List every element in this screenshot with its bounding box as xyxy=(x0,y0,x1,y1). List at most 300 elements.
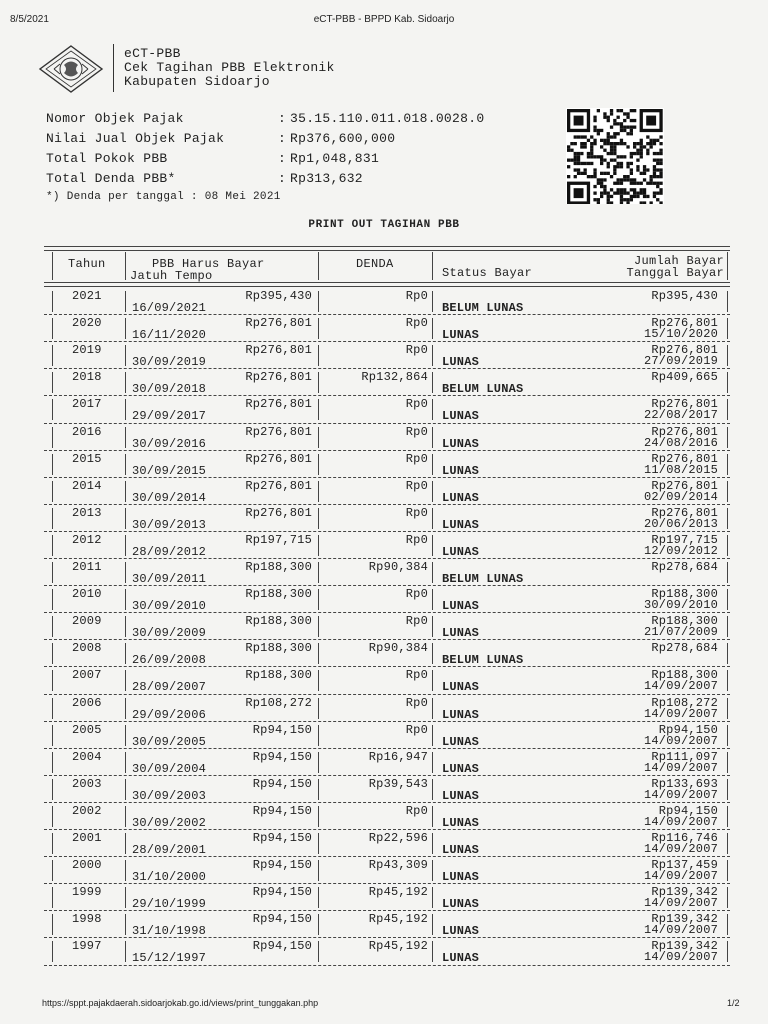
cell-tanggal-bayar: 14/09/2007 xyxy=(643,733,718,748)
cell-denda: Rp43,309 xyxy=(368,858,428,873)
cell-tahun: 2021 xyxy=(72,289,102,303)
column-divider xyxy=(432,860,433,881)
brand-divider xyxy=(113,44,114,92)
cell-jatuh-tempo: 30/09/2002 xyxy=(132,815,207,830)
column-divider xyxy=(125,887,126,908)
cell-tahun: 2018 xyxy=(72,370,102,385)
cell-pbb-harus-bayar: Rp276,801 xyxy=(245,397,312,412)
column-divider xyxy=(318,860,319,881)
column-divider xyxy=(318,806,319,827)
total-denda-value: Rp313,632 xyxy=(290,171,363,186)
cell-denda: Rp45,192 xyxy=(368,885,428,900)
column-divider xyxy=(125,589,126,610)
column-divider xyxy=(727,345,728,366)
cell-status-bayar: LUNAS xyxy=(442,355,480,370)
cell-jumlah-bayar: Rp188,300 xyxy=(651,614,718,629)
cell-tahun: 2010 xyxy=(72,587,102,602)
column-divider xyxy=(318,345,319,366)
cell-status-bayar: BELUM LUNAS xyxy=(442,653,524,668)
column-divider xyxy=(727,833,728,854)
cell-jumlah-bayar: Rp278,684 xyxy=(651,560,718,574)
print-date: 8/5/2021 xyxy=(10,14,49,25)
column-divider xyxy=(125,372,126,393)
column-divider xyxy=(727,941,728,962)
cell-pbb-harus-bayar: Rp94,150 xyxy=(252,831,312,845)
column-divider xyxy=(52,589,53,610)
cell-denda: Rp45,192 xyxy=(368,939,428,954)
column-divider xyxy=(432,427,433,448)
cell-denda: Rp0 xyxy=(405,614,428,629)
column-divider xyxy=(727,887,728,908)
column-divider xyxy=(432,535,433,556)
column-divider xyxy=(52,291,53,312)
column-divider xyxy=(727,725,728,746)
cell-denda: Rp90,384 xyxy=(368,560,428,574)
column-divider xyxy=(125,616,126,637)
cell-jatuh-tempo: 30/09/2010 xyxy=(132,599,207,614)
cell-jumlah-bayar: Rp94,150 xyxy=(658,803,718,818)
column-divider xyxy=(727,291,728,312)
column-divider xyxy=(125,345,126,366)
header-jatuh-tempo: Jatuh Tempo xyxy=(130,269,213,283)
column-divider xyxy=(125,833,126,854)
cell-jatuh-tempo: 28/09/2012 xyxy=(132,544,207,559)
cell-jumlah-bayar: Rp276,801 xyxy=(651,316,718,331)
column-divider xyxy=(125,670,126,691)
cell-denda: Rp0 xyxy=(405,424,428,439)
cell-jatuh-tempo: 31/10/2000 xyxy=(132,870,207,885)
column-divider xyxy=(318,752,319,773)
cell-tahun: 2015 xyxy=(72,451,102,466)
column-divider xyxy=(432,318,433,339)
column-divider xyxy=(52,508,53,529)
cell-jatuh-tempo: 30/09/2018 xyxy=(132,382,207,397)
cell-jumlah-bayar: Rp188,300 xyxy=(651,587,718,602)
cell-denda: Rp0 xyxy=(405,587,428,602)
cell-tahun: 1998 xyxy=(72,912,102,927)
cell-denda: Rp0 xyxy=(405,397,428,412)
column-divider xyxy=(432,291,433,312)
column-divider xyxy=(318,914,319,935)
nop-value: 35.15.110.011.018.0028.0 xyxy=(290,111,485,126)
cell-denda: Rp0 xyxy=(405,343,428,358)
column-divider xyxy=(125,454,126,475)
column-divider xyxy=(727,372,728,393)
cell-denda: Rp0 xyxy=(405,803,428,818)
column-divider xyxy=(727,616,728,637)
column-divider xyxy=(318,372,319,393)
column-divider xyxy=(727,318,728,339)
cell-tahun: 2006 xyxy=(72,695,102,710)
column-divider xyxy=(52,643,53,664)
total-pokok-value: Rp1,048,831 xyxy=(290,151,380,166)
column-divider xyxy=(318,318,319,339)
cell-status-bayar: LUNAS xyxy=(442,463,480,478)
column-divider xyxy=(125,399,126,420)
column-divider xyxy=(727,427,728,448)
cell-jatuh-tempo: 30/09/2003 xyxy=(132,788,207,803)
column-divider xyxy=(318,833,319,854)
cell-status-bayar: LUNAS xyxy=(442,490,480,505)
column-divider xyxy=(318,454,319,475)
column-divider xyxy=(125,291,126,312)
column-divider xyxy=(125,752,126,773)
cell-status-bayar: LUNAS xyxy=(442,924,480,939)
cell-tanggal-bayar: 22/08/2017 xyxy=(643,408,718,423)
column-divider xyxy=(125,252,126,280)
cell-tanggal-bayar: 14/09/2007 xyxy=(643,760,718,775)
total-pokok-colon: : xyxy=(278,151,286,166)
column-divider xyxy=(727,535,728,556)
column-divider xyxy=(727,698,728,719)
cell-status-bayar: BELUM LUNAS xyxy=(442,382,524,397)
column-divider xyxy=(125,481,126,502)
cell-tahun: 1999 xyxy=(72,885,102,900)
cell-jatuh-tempo: 26/09/2008 xyxy=(132,653,207,668)
cell-jumlah-bayar: Rp188,300 xyxy=(651,668,718,683)
column-divider xyxy=(318,252,319,280)
column-divider xyxy=(432,372,433,393)
cell-pbb-harus-bayar: Rp188,300 xyxy=(245,560,312,574)
column-divider xyxy=(52,345,53,366)
cell-tanggal-bayar: 14/09/2007 xyxy=(643,706,718,721)
column-divider xyxy=(52,698,53,719)
cell-denda: Rp45,192 xyxy=(368,912,428,927)
column-divider xyxy=(432,345,433,366)
cell-tanggal-bayar: 12/09/2012 xyxy=(643,543,718,558)
table-top-rule xyxy=(44,246,730,251)
cell-tahun: 2020 xyxy=(72,316,102,331)
cell-tahun: 2005 xyxy=(72,722,102,737)
cell-tahun: 2013 xyxy=(72,505,102,520)
column-divider xyxy=(125,860,126,881)
cell-jatuh-tempo: 16/11/2020 xyxy=(132,328,207,343)
cell-status-bayar: LUNAS xyxy=(442,734,480,749)
column-divider xyxy=(318,589,319,610)
qr-code-icon xyxy=(566,108,664,204)
column-divider xyxy=(318,698,319,719)
column-divider xyxy=(727,860,728,881)
header-tanggal-bayar: Tanggal Bayar xyxy=(626,266,724,280)
column-divider xyxy=(727,508,728,529)
column-divider xyxy=(52,616,53,637)
cell-pbb-harus-bayar: Rp94,150 xyxy=(252,749,312,764)
column-divider xyxy=(52,806,53,827)
cell-tahun: 2017 xyxy=(72,397,102,412)
column-divider xyxy=(318,427,319,448)
column-divider xyxy=(52,941,53,962)
cell-pbb-harus-bayar: Rp188,300 xyxy=(245,587,312,602)
column-divider xyxy=(125,562,126,583)
cell-jatuh-tempo: 30/09/2019 xyxy=(132,355,207,370)
cell-pbb-harus-bayar: Rp276,801 xyxy=(245,451,312,466)
column-divider xyxy=(727,914,728,935)
column-divider xyxy=(52,318,53,339)
cell-jumlah-bayar: Rp395,430 xyxy=(651,289,718,303)
cell-pbb-harus-bayar: Rp188,300 xyxy=(245,614,312,629)
column-divider xyxy=(52,481,53,502)
column-divider xyxy=(432,752,433,773)
cell-pbb-harus-bayar: Rp276,801 xyxy=(245,370,312,385)
column-divider xyxy=(52,427,53,448)
cell-pbb-harus-bayar: Rp188,300 xyxy=(245,668,312,683)
cell-pbb-harus-bayar: Rp197,715 xyxy=(245,532,312,547)
cell-denda: Rp0 xyxy=(405,532,428,547)
cell-jumlah-bayar: Rp111,097 xyxy=(651,749,718,764)
cell-jatuh-tempo: 31/10/1998 xyxy=(132,924,207,939)
column-divider xyxy=(125,725,126,746)
cell-pbb-harus-bayar: Rp276,801 xyxy=(245,316,312,331)
cell-denda: Rp0 xyxy=(405,289,428,303)
cell-tahun: 2016 xyxy=(72,424,102,439)
cell-tanggal-bayar: 14/09/2007 xyxy=(643,896,718,911)
column-divider xyxy=(52,860,53,881)
column-divider xyxy=(125,914,126,935)
cell-status-bayar: LUNAS xyxy=(442,843,480,857)
column-divider xyxy=(52,833,53,854)
column-divider xyxy=(432,481,433,502)
cell-pbb-harus-bayar: Rp94,150 xyxy=(252,858,312,873)
cell-status-bayar: LUNAS xyxy=(442,599,480,614)
cell-jumlah-bayar: Rp276,801 xyxy=(651,451,718,466)
column-divider xyxy=(432,698,433,719)
cell-tahun: 2003 xyxy=(72,776,102,791)
cell-jumlah-bayar: Rp139,342 xyxy=(651,912,718,927)
sidoarjo-regency-emblem-icon xyxy=(36,44,106,94)
header-pbb-harus-bayar: PBB Harus Bayar xyxy=(152,257,265,271)
cell-tanggal-bayar: 02/09/2014 xyxy=(643,489,718,504)
column-divider xyxy=(318,725,319,746)
njop-value: Rp376,600,000 xyxy=(290,131,396,146)
cell-denda: Rp16,947 xyxy=(368,749,428,764)
column-divider xyxy=(432,941,433,962)
page-url: https://sppt.pajakdaerah.sidoarjokab.go.id/views/print_tunggakan.php xyxy=(42,998,319,1008)
column-divider xyxy=(52,670,53,691)
cell-jumlah-bayar: Rp276,801 xyxy=(651,478,718,493)
column-divider xyxy=(432,589,433,610)
column-divider xyxy=(125,508,126,529)
cell-tanggal-bayar: 11/08/2015 xyxy=(643,462,718,477)
cell-tanggal-bayar: 20/06/2013 xyxy=(643,516,718,531)
column-divider xyxy=(432,914,433,935)
column-divider xyxy=(318,941,319,962)
cell-denda: Rp0 xyxy=(405,451,428,466)
header-jumlah-bayar: Jumlah Bayar xyxy=(633,254,724,268)
cell-jatuh-tempo: 30/09/2015 xyxy=(132,463,207,478)
cell-status-bayar: LUNAS xyxy=(442,870,480,885)
header-status-bayar: Status Bayar xyxy=(442,266,533,280)
brand-subtitle: Cek Tagihan PBB Elektronik xyxy=(124,60,335,75)
column-divider xyxy=(727,643,728,664)
column-divider xyxy=(52,372,53,393)
column-divider xyxy=(125,427,126,448)
column-divider xyxy=(318,779,319,800)
column-divider xyxy=(432,887,433,908)
cell-tahun: 2019 xyxy=(72,343,102,358)
brand-app-name: eCT-PBB xyxy=(124,46,181,61)
cell-jatuh-tempo: 16/09/2021 xyxy=(132,301,207,315)
column-divider xyxy=(432,562,433,583)
cell-denda: Rp0 xyxy=(405,505,428,520)
cell-denda: Rp0 xyxy=(405,478,428,493)
column-divider xyxy=(727,481,728,502)
print-heading: PRINT OUT TAGIHAN PBB xyxy=(308,219,460,231)
cell-status-bayar: LUNAS xyxy=(442,436,480,451)
cell-tanggal-bayar: 14/09/2007 xyxy=(643,787,718,802)
column-divider xyxy=(432,806,433,827)
column-divider xyxy=(125,643,126,664)
cell-tahun: 2014 xyxy=(72,478,102,493)
cell-status-bayar: LUNAS xyxy=(442,680,480,695)
column-divider xyxy=(727,806,728,827)
column-divider xyxy=(318,535,319,556)
column-divider xyxy=(318,399,319,420)
cell-jumlah-bayar: Rp137,459 xyxy=(651,858,718,873)
cell-jatuh-tempo: 15/12/1997 xyxy=(132,951,207,966)
column-divider xyxy=(727,399,728,420)
cell-status-bayar: BELUM LUNAS xyxy=(442,301,524,315)
column-divider xyxy=(52,454,53,475)
cell-status-bayar: LUNAS xyxy=(442,626,480,641)
cell-jumlah-bayar: Rp139,342 xyxy=(651,939,718,954)
cell-tanggal-bayar: 21/07/2009 xyxy=(643,625,718,640)
cell-tanggal-bayar: 27/09/2019 xyxy=(643,354,718,369)
total-denda-colon: : xyxy=(278,171,286,186)
cell-status-bayar: LUNAS xyxy=(442,707,480,722)
cell-tahun: 2002 xyxy=(72,803,102,818)
cell-denda: Rp39,543 xyxy=(368,776,428,791)
cell-jumlah-bayar: Rp276,801 xyxy=(651,424,718,439)
column-divider xyxy=(52,535,53,556)
cell-jumlah-bayar: Rp197,715 xyxy=(651,532,718,547)
cell-denda: Rp90,384 xyxy=(368,641,428,656)
column-divider xyxy=(318,887,319,908)
cell-jatuh-tempo: 29/09/2017 xyxy=(132,409,207,424)
column-divider xyxy=(727,670,728,691)
cell-pbb-harus-bayar: Rp276,801 xyxy=(245,424,312,439)
column-divider xyxy=(52,752,53,773)
column-divider xyxy=(432,779,433,800)
njop-label: Nilai Jual Objek Pajak xyxy=(46,131,225,146)
cell-tanggal-bayar: 14/09/2007 xyxy=(643,869,718,884)
cell-jumlah-bayar: Rp276,801 xyxy=(651,343,718,358)
cell-tanggal-bayar: 15/10/2020 xyxy=(643,327,718,342)
column-divider xyxy=(318,291,319,312)
cell-pbb-harus-bayar: Rp94,150 xyxy=(252,803,312,818)
column-divider xyxy=(432,643,433,664)
column-divider xyxy=(432,252,433,280)
nop-colon: : xyxy=(278,111,286,126)
total-pokok-label: Total Pokok PBB xyxy=(46,151,168,166)
column-divider xyxy=(318,616,319,637)
cell-jatuh-tempo: 29/10/1999 xyxy=(132,897,207,912)
column-divider xyxy=(432,399,433,420)
cell-jatuh-tempo: 30/09/2013 xyxy=(132,517,207,532)
cell-jumlah-bayar: Rp94,150 xyxy=(658,722,718,737)
cell-tahun: 2012 xyxy=(72,532,102,547)
cell-jumlah-bayar: Rp108,272 xyxy=(651,695,718,710)
cell-pbb-harus-bayar: Rp94,150 xyxy=(252,776,312,791)
column-divider xyxy=(432,670,433,691)
cell-tahun: 2009 xyxy=(72,614,102,629)
column-divider xyxy=(432,454,433,475)
column-divider xyxy=(52,399,53,420)
cell-tahun: 2008 xyxy=(72,641,102,656)
cell-jatuh-tempo: 30/09/2011 xyxy=(132,572,207,586)
column-divider xyxy=(727,752,728,773)
column-divider xyxy=(125,535,126,556)
cell-denda: Rp0 xyxy=(405,722,428,737)
cell-status-bayar: LUNAS xyxy=(442,409,480,424)
column-divider xyxy=(125,806,126,827)
cell-status-bayar: LUNAS xyxy=(442,897,480,912)
cell-pbb-harus-bayar: Rp276,801 xyxy=(245,478,312,493)
cell-denda: Rp132,864 xyxy=(361,370,428,385)
cell-denda: Rp0 xyxy=(405,695,428,710)
column-divider xyxy=(125,941,126,962)
column-divider xyxy=(52,562,53,583)
cell-status-bayar: LUNAS xyxy=(442,517,480,532)
cell-pbb-harus-bayar: Rp276,801 xyxy=(245,505,312,520)
cell-tanggal-bayar: 14/09/2007 xyxy=(643,923,718,938)
column-divider xyxy=(432,725,433,746)
column-divider xyxy=(52,725,53,746)
column-divider xyxy=(318,481,319,502)
cell-status-bayar: LUNAS xyxy=(442,788,480,803)
denda-footnote: *) Denda per tanggal : 08 Mei 2021 xyxy=(46,191,281,203)
cell-pbb-harus-bayar: Rp94,150 xyxy=(252,722,312,737)
cell-jumlah-bayar: Rp139,342 xyxy=(651,885,718,900)
cell-tanggal-bayar: 14/09/2007 xyxy=(643,842,718,856)
column-divider xyxy=(52,779,53,800)
cell-tanggal-bayar: 14/09/2007 xyxy=(643,679,718,694)
brand-region: Kabupaten Sidoarjo xyxy=(124,74,270,89)
cell-pbb-harus-bayar: Rp188,300 xyxy=(245,641,312,656)
cell-jatuh-tempo: 30/09/2004 xyxy=(132,761,207,776)
header-denda: DENDA xyxy=(356,257,394,271)
cell-tahun: 2000 xyxy=(72,858,102,873)
cell-pbb-harus-bayar: Rp94,150 xyxy=(252,912,312,927)
column-divider xyxy=(52,887,53,908)
column-divider xyxy=(727,779,728,800)
cell-jatuh-tempo: 28/09/2001 xyxy=(132,843,207,857)
cell-tanggal-bayar: 24/08/2016 xyxy=(643,435,718,450)
column-divider xyxy=(52,914,53,935)
cell-tahun: 2011 xyxy=(72,560,102,574)
cell-denda: Rp0 xyxy=(405,668,428,683)
cell-status-bayar: LUNAS xyxy=(442,951,480,966)
column-divider xyxy=(318,643,319,664)
column-divider xyxy=(318,670,319,691)
cell-pbb-harus-bayar: Rp395,430 xyxy=(245,289,312,303)
column-divider xyxy=(727,562,728,583)
column-divider xyxy=(727,252,728,280)
cell-pbb-harus-bayar: Rp276,801 xyxy=(245,343,312,358)
cell-pbb-harus-bayar: Rp108,272 xyxy=(245,695,312,710)
column-divider xyxy=(432,508,433,529)
column-divider xyxy=(125,318,126,339)
column-divider xyxy=(318,562,319,583)
cell-jumlah-bayar: Rp133,693 xyxy=(651,776,718,791)
column-divider xyxy=(432,833,433,854)
cell-pbb-harus-bayar: Rp94,150 xyxy=(252,885,312,900)
cell-denda: Rp22,596 xyxy=(368,831,428,845)
page-number: 1/2 xyxy=(727,998,740,1008)
cell-tahun: 2004 xyxy=(72,749,102,764)
cell-status-bayar: BELUM LUNAS xyxy=(442,572,524,586)
column-divider xyxy=(318,508,319,529)
cell-jatuh-tempo: 29/09/2006 xyxy=(132,707,207,722)
